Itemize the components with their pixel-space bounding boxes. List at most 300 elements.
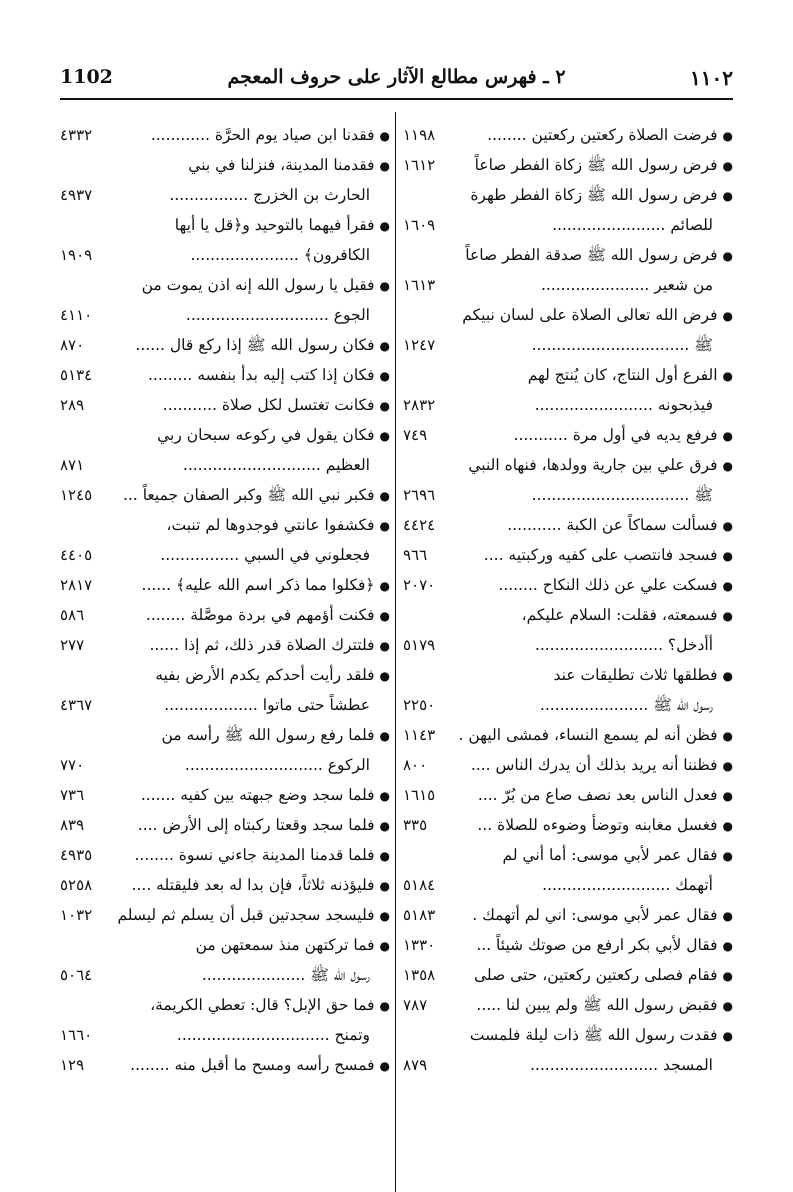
index-entry [60, 150, 390, 210]
entry-number: ٢٦٩٦ [403, 486, 436, 504]
entry-line [60, 150, 390, 180]
bullet-icon: ● [379, 789, 390, 803]
entry-text-wrap [522, 600, 733, 631]
entry-text-wrap [132, 870, 390, 901]
entry-line [60, 360, 390, 390]
entry-text-wrap [528, 360, 733, 391]
entry-text: الحارث بن الخزرج ................ [169, 186, 370, 204]
index-entry [403, 780, 733, 810]
entry-text: فقرأ فيهما بالتوحيد و﴿قل يا أيها [174, 216, 375, 234]
entry-text-wrap [477, 810, 733, 841]
bullet-icon: ● [722, 819, 733, 833]
entry-text: فليؤذنه ثلاثاً، فإن بدا له بعد فليقتله .... [131, 876, 375, 894]
index-entry [403, 360, 733, 420]
bullet-icon: ● [379, 429, 390, 443]
entry-text: فرضت الصلاة ركعتين ركعتين ........ [487, 126, 718, 144]
entry-number: ١٩٠٩ [60, 246, 93, 264]
entry-number: ٥١٧٩ [403, 636, 436, 654]
bullet-icon: ● [379, 579, 390, 593]
entry-text: فظننا أنه يريد بذلك أن يدرك الناس .... [470, 756, 718, 774]
index-entry [403, 600, 733, 660]
entry-line [403, 720, 733, 750]
entry-text-wrap [130, 1050, 390, 1081]
entry-text: فما تركتهن منذ سمعتهن من [195, 936, 375, 954]
index-entry [60, 840, 390, 870]
bullet-icon: ● [379, 1059, 390, 1073]
entry-line [403, 1020, 733, 1050]
bullet-icon: ● [722, 549, 733, 563]
entry-line [60, 630, 390, 660]
entry-text-wrap [142, 570, 390, 601]
entry-text-wrap [462, 300, 733, 331]
entry-line [403, 300, 733, 330]
entry-text-wrap [475, 150, 733, 181]
entry-text-wrap [150, 990, 390, 1021]
entry-number: ٨٧١ [60, 456, 85, 474]
entry-text: فقدمنا المدينة، فنزلنا في بني [188, 156, 375, 174]
entry-line [60, 300, 390, 330]
entry-number: ١٣٥٨ [403, 966, 436, 984]
entry-text: فرض رسول الله ﷺ صدقة الفطر صاعاً [465, 246, 718, 264]
index-entry [403, 990, 733, 1020]
entry-text-wrap [507, 510, 733, 541]
entry-text: فكان رسول الله ﷺ إذا ركع قال ...... [135, 336, 375, 354]
bullet-icon: ● [379, 369, 390, 383]
entry-number: ٨٠٠ [403, 756, 428, 774]
entry-line [60, 720, 390, 750]
entry-text: الكافرون﴾ ...................... [190, 246, 370, 264]
entry-line [60, 750, 390, 780]
entry-number: ١٢٤٧ [403, 336, 436, 354]
entry-number: ٤١١٠ [60, 306, 93, 324]
entry-text-wrap [141, 780, 390, 811]
bullet-icon: ● [722, 999, 733, 1013]
entry-number: ١٣٣٠ [403, 936, 436, 954]
entry-number: ٩٦٦ [403, 546, 428, 564]
bullet-icon: ● [379, 159, 390, 173]
entry-text: فقبض رسول الله ﷺ ولم يبين لنا ..... [476, 996, 718, 1014]
entry-line [60, 840, 390, 870]
page-header [60, 60, 733, 100]
entry-text-wrap [117, 900, 390, 931]
entry-number: ١٦١٥ [403, 786, 436, 804]
entry-line [403, 570, 733, 600]
entry-text: رسول الله ﷺ ...................... [539, 696, 713, 714]
entry-line [403, 930, 733, 960]
bullet-icon: ● [379, 639, 390, 653]
index-entry [403, 510, 733, 540]
entry-text: فقدت رسول الله ﷺ ذات ليلة فلمست [469, 1026, 718, 1044]
index-entry [60, 270, 390, 330]
index-entry [60, 570, 390, 600]
bullet-icon: ● [379, 279, 390, 293]
entry-line [60, 1020, 390, 1050]
entry-text-wrap [468, 450, 733, 481]
entry-text-wrap [142, 270, 390, 301]
entry-text-wrap [554, 660, 733, 691]
index-entry [60, 720, 390, 780]
entry-text: فكان يقول في ركوعه سبحان ربي [157, 426, 375, 444]
entry-text: فسمعته، فقلت: السلام عليكم، [521, 606, 718, 624]
bullet-icon: ● [379, 219, 390, 233]
index-entry [60, 390, 390, 420]
entry-line [403, 480, 733, 510]
bullet-icon: ● [722, 969, 733, 983]
entry-number: ٤٣٦٧ [60, 696, 93, 714]
entry-text: العظيم ............................ [182, 456, 370, 474]
entry-text: فلما سجد وقعتا ركبتاه إلى الأرض .... [137, 816, 375, 834]
entry-line [60, 690, 390, 720]
entry-number: ٨٣٩ [60, 816, 85, 834]
entry-text: فكانت تغتسل لكل صلاة ........... [162, 396, 375, 414]
entry-text: ﷺ ................................ [531, 486, 713, 504]
entry-text: فما حق الإبل؟ قال: تعطي الكريمة، [150, 996, 375, 1014]
entry-line [403, 660, 733, 690]
entry-number: ١٦٠٩ [403, 216, 436, 234]
entry-number: ٢٧٧ [60, 636, 85, 654]
index-entry [403, 750, 733, 780]
bullet-icon: ● [379, 129, 390, 143]
entry-number: ٧٧٠ [60, 756, 85, 774]
entry-line [60, 870, 390, 900]
entry-line [60, 930, 390, 960]
bullet-icon: ● [722, 519, 733, 533]
bullet-icon: ● [722, 1029, 733, 1043]
entry-text: الفرع أول النتاج، كان يُنتج لهم [527, 366, 718, 384]
index-entry [403, 180, 733, 240]
entry-number: ١٦٦٠ [60, 1026, 93, 1044]
bullet-icon: ● [379, 399, 390, 413]
entry-text: فلتترك الصلاة قدر ذلك، ثم إذا ...... [149, 636, 375, 654]
entry-text: فلقد رأيت أحدكم يكدم الأرض بفيه [155, 666, 375, 684]
right-column [403, 120, 733, 1080]
entry-text: فرض رسول الله ﷺ زكاة الفطر طهرة [470, 186, 718, 204]
entry-line [403, 780, 733, 810]
entry-text: فلما سجد وضع جبهته بين كفيه ....... [140, 786, 375, 804]
entry-text: فرض الله تعالى الصلاة على لسان نبيكم [462, 306, 718, 324]
entry-text: فعدل الناس بعد نصف صاع من بُرّ .... [477, 786, 718, 804]
entry-text: أتهمك .......................... [542, 876, 713, 894]
entry-text-wrap [163, 390, 390, 421]
entry-line [60, 570, 390, 600]
index-entry [403, 540, 733, 570]
index-entry [403, 930, 733, 960]
entry-number: ٤٤٢٤ [403, 516, 436, 534]
entry-number: ٢٠٧٠ [403, 576, 436, 594]
entry-line [403, 180, 733, 210]
entry-text: فلما قدمنا المدينة جاءني نسوة ........ [134, 846, 375, 864]
entry-line [60, 510, 390, 540]
entry-line [60, 990, 390, 1020]
entry-number: ٨٧٠ [60, 336, 85, 354]
entry-text: الجوع ............................. [185, 306, 370, 324]
index-entry [403, 420, 733, 450]
entry-text: فمسح رأسه ومسح ما أقبل منه ........ [130, 1056, 375, 1074]
entry-text-wrap [134, 840, 390, 871]
entry-line [403, 810, 733, 840]
entry-number: ١٦١٢ [403, 156, 436, 174]
entry-text-wrap [470, 1020, 733, 1051]
index-entry [403, 960, 733, 990]
entry-text-wrap [123, 480, 390, 511]
bullet-icon: ● [379, 819, 390, 833]
bullet-icon: ● [722, 849, 733, 863]
entry-number: ١٠٣٢ [60, 906, 93, 924]
entry-number: ٥٠٦٤ [60, 966, 93, 984]
entry-text: فطلقها ثلاث تطليقات عند [553, 666, 718, 684]
entry-line [60, 780, 390, 810]
index-entry [60, 360, 390, 390]
entry-text-wrap [155, 660, 390, 691]
entry-text: فكبر نبي الله ﷺ وكبر الصفان جميعاً ... [123, 486, 375, 504]
bullet-icon: ● [379, 609, 390, 623]
index-entry [60, 600, 390, 630]
index-entry [60, 930, 390, 990]
bullet-icon: ● [722, 129, 733, 143]
index-entry [403, 900, 733, 930]
entry-line [60, 420, 390, 450]
entry-line [60, 480, 390, 510]
entry-line [403, 390, 733, 420]
entry-number: ٤٣٣٢ [60, 126, 93, 144]
entry-line [403, 330, 733, 360]
entry-text: فقال عمر لأبي موسى: أما أني لم [502, 846, 718, 864]
entry-text: عطشاً حتى ماتوا ................... [164, 696, 370, 714]
entry-text-wrap [196, 930, 390, 961]
index-entry [60, 210, 390, 270]
entry-text: ﴿فكلوا مما ذكر اسم الله عليه﴾ ...... [141, 576, 375, 594]
entry-text-wrap [157, 420, 390, 451]
entry-line [60, 240, 390, 270]
page-number-latin: 1102 [60, 66, 113, 88]
entry-number: ٥١٨٤ [403, 876, 436, 894]
bullet-icon: ● [722, 939, 733, 953]
entry-number: ٤٤٠٥ [60, 546, 93, 564]
entry-line [403, 600, 733, 630]
entry-number: ٧٤٩ [403, 426, 428, 444]
entry-line [60, 900, 390, 930]
entry-text: فرق علي بين جارية وولدها، فنهاه النبي [468, 456, 718, 474]
entry-number: ٥١٣٤ [60, 366, 93, 384]
entry-number: ٣٣٥ [403, 816, 428, 834]
entry-number: ٢٢٥٠ [403, 696, 436, 714]
entry-text: من شعير ...................... [540, 276, 713, 294]
entry-line [403, 120, 733, 150]
entry-text: فقدنا ابن صياد يوم الحرَّة ............ [150, 126, 375, 144]
entry-text: فقيل يا رسول الله إنه اذن يموت من [141, 276, 375, 294]
entry-number: ١٢٩ [60, 1056, 85, 1074]
index-entry [60, 870, 390, 900]
entry-line [403, 990, 733, 1020]
entry-text-wrap [487, 120, 733, 151]
index-entry [60, 420, 390, 480]
bullet-icon: ● [722, 309, 733, 323]
entry-line [60, 1050, 390, 1080]
entry-number: ٧٨٧ [403, 996, 428, 1014]
entry-text: فقام فصلى ركعتين ركعتين، حتى صلى [474, 966, 718, 984]
entry-text: فسجد فانتصب على كفيه وركبتيه .... [483, 546, 718, 564]
entry-line [403, 690, 733, 720]
entry-text: فسكت علي عن ذلك النكاح ........ [498, 576, 718, 594]
bullet-icon: ● [379, 909, 390, 923]
entry-text-wrap [146, 600, 390, 631]
bullet-icon: ● [722, 369, 733, 383]
index-entry [60, 1050, 390, 1080]
entry-number: ٧٣٦ [60, 786, 85, 804]
entry-text: فرفع يديه في أول مرة ........... [513, 426, 718, 444]
entry-text: فكان إذا كتب إليه بدأ بنفسه ......... [148, 366, 375, 384]
bullet-icon: ● [379, 489, 390, 503]
bullet-icon: ● [379, 519, 390, 533]
entry-text: وتمنح ............................... [176, 1026, 370, 1044]
entry-line [403, 210, 733, 240]
entry-text: فكشفوا عانتي فوجدوها لم تنبت، [166, 516, 375, 534]
left-column [60, 120, 390, 1080]
entry-number: ٤٩٣٥ [60, 846, 93, 864]
entry-line [403, 630, 733, 660]
index-entry [403, 660, 733, 720]
index-entry [60, 990, 390, 1050]
index-entry [60, 330, 390, 360]
index-entry [403, 450, 733, 510]
entry-line [403, 150, 733, 180]
entry-line [403, 240, 733, 270]
bullet-icon: ● [722, 459, 733, 473]
entry-line [60, 210, 390, 240]
index-entry [60, 480, 390, 510]
entry-text: رسول الله ﷺ ..................... [201, 966, 370, 984]
bullet-icon: ● [722, 789, 733, 803]
entry-text: فسألت سماكاً عن الكبة ........... [507, 516, 718, 534]
entry-line [60, 960, 390, 990]
index-entry [403, 570, 733, 600]
column-divider [395, 112, 396, 1192]
index-entry [403, 150, 733, 180]
bullet-icon: ● [379, 339, 390, 353]
bullet-icon: ● [722, 909, 733, 923]
entry-line [60, 180, 390, 210]
entry-text: فرض رسول الله ﷺ زكاة الفطر صاعاً [474, 156, 718, 174]
entry-text-wrap [188, 150, 390, 181]
entry-line [60, 660, 390, 690]
entry-line [403, 900, 733, 930]
entry-number: ١١٤٣ [403, 726, 436, 744]
bullet-icon: ● [722, 609, 733, 623]
entry-text-wrap [175, 210, 390, 241]
bullet-icon: ● [379, 879, 390, 893]
entry-line [403, 360, 733, 390]
entry-text-wrap [470, 180, 733, 211]
entry-number: ١١٩٨ [403, 126, 436, 144]
entry-text: أأدخل؟ .......................... [534, 636, 713, 654]
index-entry [403, 720, 733, 750]
bullet-icon: ● [379, 669, 390, 683]
entry-text: فلما رفع رسول الله ﷺ رأسه من [161, 726, 375, 744]
entry-number: ٨٧٩ [403, 1056, 428, 1074]
entry-line [403, 1050, 733, 1080]
entry-line [403, 840, 733, 870]
entry-line [403, 450, 733, 480]
entry-text: فجعلوني في السبي ................ [160, 546, 370, 564]
index-entry [60, 660, 390, 720]
entry-line [60, 120, 390, 150]
entry-text-wrap [471, 750, 733, 781]
entry-text: فظن أنه لم يسمع النساء، فمشى اليهن . [458, 726, 718, 744]
index-entry [60, 120, 390, 150]
entry-text-wrap [498, 570, 733, 601]
entry-line [60, 450, 390, 480]
entry-text-wrap [459, 720, 733, 751]
entry-number: ٥٢٥٨ [60, 876, 93, 894]
bullet-icon: ● [722, 759, 733, 773]
bullet-icon: ● [379, 999, 390, 1013]
bullet-icon: ● [722, 189, 733, 203]
entry-number: ٢٨٩ [60, 396, 85, 414]
index-entry [403, 1020, 733, 1080]
entry-text-wrap [476, 930, 733, 961]
entry-line [403, 750, 733, 780]
bullet-icon: ● [722, 249, 733, 263]
entry-text-wrap [151, 120, 390, 151]
index-entry [403, 300, 733, 360]
entry-text: للصائم ....................... [552, 216, 713, 234]
entry-line [60, 540, 390, 570]
entry-text-wrap [167, 510, 390, 541]
entry-line [60, 810, 390, 840]
page-title: ٢ ـ فهرس مطالع الآثار على حروف المعجم [227, 66, 566, 88]
index-entry [60, 780, 390, 810]
entry-text-wrap [161, 720, 390, 751]
entry-line [60, 270, 390, 300]
entry-line [403, 870, 733, 900]
entry-text-wrap [478, 780, 733, 811]
entry-text-wrap [476, 990, 733, 1021]
entry-number: ١٢٤٥ [60, 486, 93, 504]
index-entry [403, 810, 733, 840]
entry-text-wrap [148, 360, 390, 391]
entry-text-wrap [149, 630, 390, 661]
index-entry [403, 120, 733, 150]
index-entry [403, 840, 733, 900]
entry-text: فقال لأبي بكر ارفع من صوتك شيئاً ... [476, 936, 718, 954]
index-entry [60, 630, 390, 660]
entry-text-wrap [138, 810, 390, 841]
entry-number: ٥٨٦ [60, 606, 85, 624]
entry-line [60, 600, 390, 630]
entry-text-wrap [503, 840, 733, 871]
index-entry [60, 510, 390, 570]
bullet-icon: ● [722, 159, 733, 173]
index-entry [60, 900, 390, 930]
entry-line [60, 390, 390, 420]
bullet-icon: ● [379, 849, 390, 863]
index-entry [403, 240, 733, 300]
entry-text-wrap [514, 420, 733, 451]
bullet-icon: ● [722, 579, 733, 593]
entry-text: المسجد .......................... [530, 1056, 713, 1074]
entry-number: ٢٨٣٢ [403, 396, 436, 414]
page-number-arabic: ١١٠٢ [690, 66, 733, 90]
entry-text-wrap [135, 330, 390, 361]
entry-text: الركوع ............................ [184, 756, 370, 774]
entry-text-wrap [484, 540, 733, 571]
entry-line [403, 270, 733, 300]
entry-line [403, 420, 733, 450]
entry-line [403, 510, 733, 540]
entry-text: فليسجد سجدتين قبل أن يسلم ثم ليسلم [117, 906, 375, 924]
bullet-icon: ● [379, 729, 390, 743]
index-entry [60, 810, 390, 840]
